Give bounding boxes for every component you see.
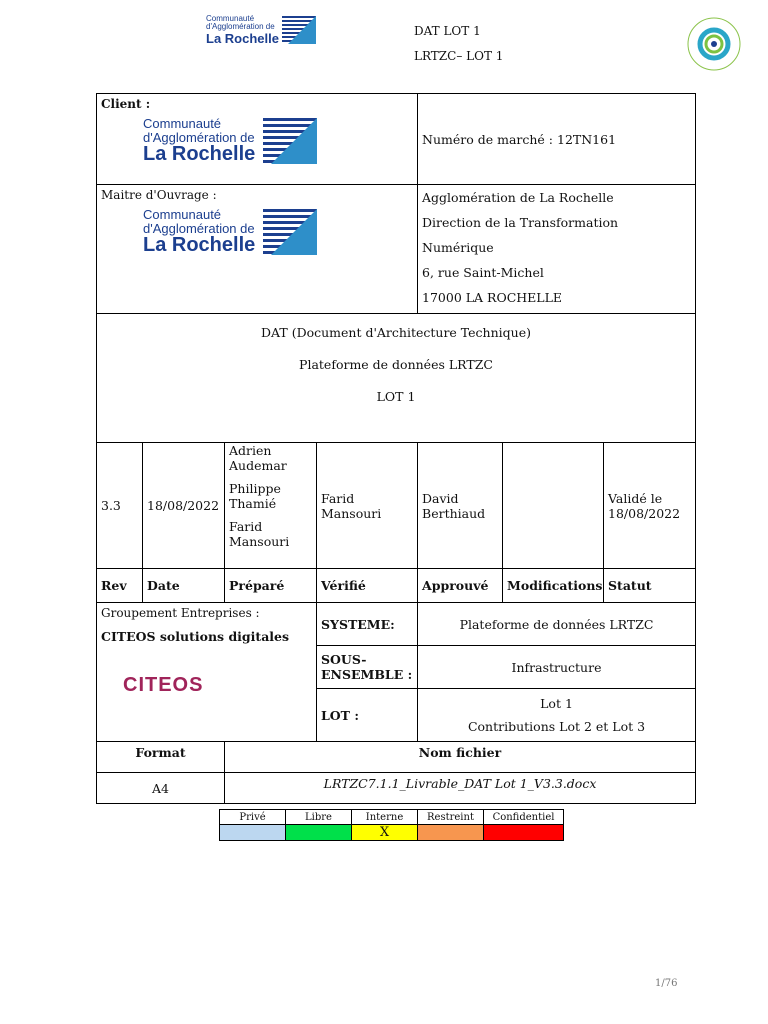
header-rev: Rev <box>97 569 143 603</box>
maitre-logo-stripes-icon <box>263 208 317 256</box>
conf-swatch-interne: X <box>352 825 418 841</box>
conf-level-confidentiel: Confidentiel <box>484 810 564 825</box>
conf-level-restreint: Restreint <box>418 810 484 825</box>
format-value: A4 <box>97 773 225 804</box>
address-line: Direction de la Transformation Numérique <box>422 215 619 255</box>
conf-swatch-prive <box>220 825 286 841</box>
prepare-name: Farid Mansouri <box>229 519 290 549</box>
groupement-name: CITEOS solutions digitales <box>101 629 290 644</box>
prepare-name: Adrien Audemar <box>229 443 287 473</box>
header-logo-stripes-icon <box>282 15 316 45</box>
maitre-logo-line2: d'Agglomération de <box>143 220 255 236</box>
client-logo-line3: La Rochelle <box>143 143 256 166</box>
header-prepare: Préparé <box>225 569 317 603</box>
statut-value: Validé le 18/08/2022 <box>604 443 696 569</box>
header-logo <box>206 15 316 45</box>
fichier-value: LRTZC7.1.1_Livrable_DAT Lot 1_V3.3.docx <box>225 773 696 804</box>
maitre-logo-line3: La Rochelle <box>143 234 256 257</box>
lot-value: Lot 1 <box>540 696 573 711</box>
header-logo-line3: La Rochelle <box>206 30 279 46</box>
fichier-label: Nom fichier <box>225 742 696 773</box>
address-line: 17000 LA ROCHELLE <box>422 290 563 305</box>
header-verifie: Vérifié <box>317 569 418 603</box>
client-label: Client : <box>101 97 151 111</box>
maitre-logo-line1: Communauté <box>143 207 222 222</box>
header-logo-line2: d'Agglomération de <box>206 22 275 32</box>
prepare-name: Philippe Thamié <box>229 481 281 511</box>
rev-value: 3.3 <box>97 443 143 569</box>
prepare-cell <box>225 443 317 569</box>
client-logo <box>143 117 413 165</box>
sous-ensemble-label: SOUS-ENSEMBLE : <box>317 646 418 689</box>
maitre-cell <box>97 185 418 314</box>
modifications-value <box>503 443 604 569</box>
verifie-value: Farid Mansouri <box>317 443 418 569</box>
client-cell <box>97 94 418 185</box>
header-statut: Statut <box>604 569 696 603</box>
client-logo-stripes-icon <box>263 117 317 165</box>
address-line: Agglomération de La Rochelle <box>422 190 614 205</box>
date-value: 18/08/2022 <box>143 443 225 569</box>
lot-contributions: Contributions Lot 2 et Lot 3 <box>467 719 646 734</box>
address-cell <box>418 185 696 314</box>
header-modifications: Modifications <box>503 569 604 603</box>
page-number: 1/76 <box>655 978 678 989</box>
cover-table <box>96 93 696 804</box>
doc-title: DAT (Document d'Architecture Technique) <box>261 325 531 340</box>
header-date: Date <box>143 569 225 603</box>
confidentiality-table <box>219 809 564 841</box>
conf-level-interne: Interne <box>352 810 418 825</box>
systeme-label: SYSTEME: <box>317 603 418 646</box>
citeos-logo: CITEOS <box>123 674 204 696</box>
header-logo-line1: Communauté <box>206 14 255 23</box>
groupement-label: Groupement Entreprises : <box>101 606 260 620</box>
address-line: 6, rue Saint-Michel <box>422 265 544 280</box>
marche-number: Numéro de marché : 12TN161 <box>422 131 617 147</box>
doc-lot: LOT 1 <box>376 389 416 404</box>
conf-swatch-libre <box>286 825 352 841</box>
header-approuve: Approuvé <box>418 569 503 603</box>
marche-cell <box>418 94 696 185</box>
lot-value-cell <box>418 689 696 742</box>
systeme-value: Plateforme de données LRTZC <box>418 603 696 646</box>
groupement-cell <box>97 603 317 742</box>
maitre-logo <box>143 208 413 256</box>
sous-ensemble-value: Infrastructure <box>418 646 696 689</box>
conf-level-libre: Libre <box>286 810 352 825</box>
maitre-label: Maitre d'Ouvrage : <box>101 188 217 202</box>
conf-level-prive: Privé <box>220 810 286 825</box>
header-doc-line1: DAT LOT 1 <box>414 24 481 38</box>
client-logo-line1: Communauté <box>143 116 222 131</box>
lot-label: LOT : <box>317 689 418 742</box>
header-doc-line2: LRTZC– LOT 1 <box>414 49 504 63</box>
doc-subtitle: Plateforme de données LRTZC <box>299 357 493 372</box>
client-logo-line2: d'Agglomération de <box>143 129 255 145</box>
conf-swatch-restreint <box>418 825 484 841</box>
title-cell <box>97 314 696 443</box>
approuve-value: David Berthiaud <box>418 443 503 569</box>
conf-swatch-confidentiel <box>484 825 564 841</box>
format-label: Format <box>97 742 225 773</box>
zero-carbone-badge-icon <box>686 16 742 72</box>
